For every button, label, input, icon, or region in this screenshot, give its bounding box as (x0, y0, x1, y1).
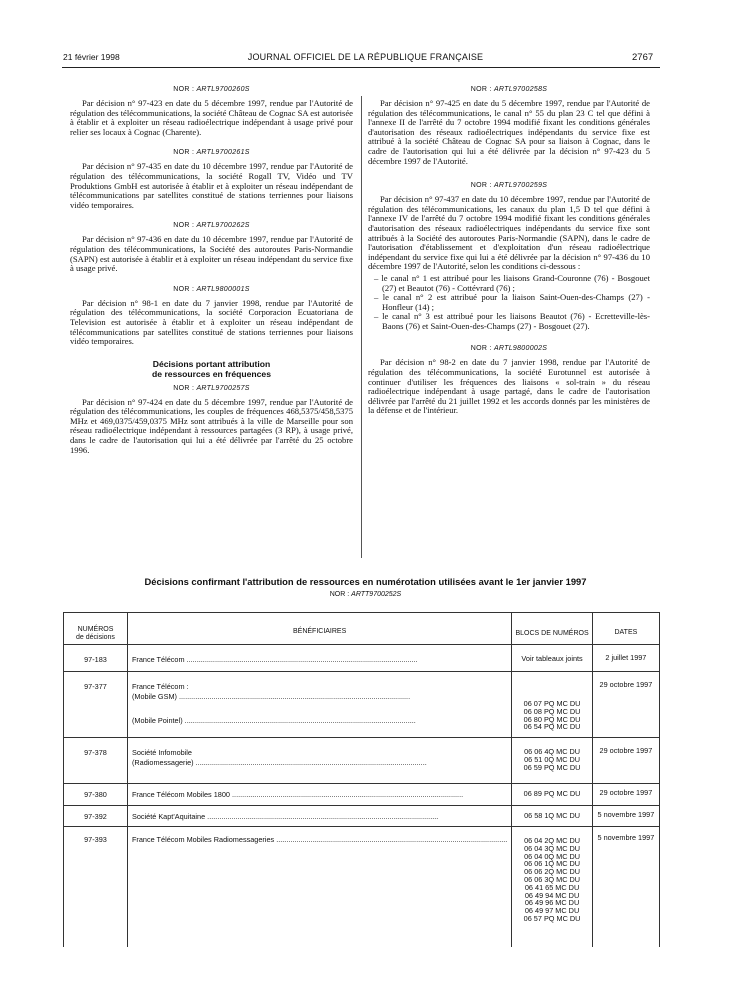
decision-paragraph: Par décision n° 98-2 en date du 7 janvier 1998, rendue par l'Autorité de régulation des télécommunications, la société Eurotunnel est autorisée à continuer d'utiliser les fréquences des liaisons « sol-train » du réseau radioélectrique indépendant à usage partagé, dans le cadre de l'autorisation délivrée par l'arrêté du 21 juillet 1992 et les accords donnés par les ministères de la défense et de l'intérieur. (368, 357, 650, 416)
decision-number: 97-377 (64, 672, 128, 738)
condition-item: – le canal n° 3 est attribué pour les liaisons Beautot (76) - Ecretteville-lès-Baons (76) et Saint-Ouen-des-Champs (27) - Bosgouet (27). (368, 312, 650, 331)
beneficiary: France Télécom ..... (132, 655, 507, 665)
beneficiary-sub: (Radiomessagerie) ..... (132, 758, 507, 768)
nor-reference: NOR : ARTL9800002S (470, 345, 548, 353)
section-title: Décisions portant attribution de ressources en fréquences (152, 358, 271, 379)
table-row (64, 645, 660, 672)
condition-item: – le canal n° 1 est attribué pour les liaisons Grand-Couronne (76) - Bosgouet (27) et Beautot (76) - Cottévrard (76) ; (368, 274, 650, 293)
decision-paragraph: Par décision n° 97-436 en date du 10 décembre 1997, rendue par l'Autorité de régulation des télécommunications, la Société des autoroutes Paris-Normandie (SAPN) est autorisée à établir et à exploiter un réseau indépendant du service fixe à usage privé. (70, 234, 353, 274)
decision-number: 97-380 (64, 784, 128, 806)
decision-paragraph: Par décision n° 97-424 en date du 5 décembre 1997, rendue par l'Autorité de régulation des télécommunications, les couples de fréquences 468,5375/458,5375 MHz et 469,0375/459,0375 MHz sont attribués à la ville de Marseille pour son réseau radioélectrique indépendant à ressources partagées (3 RP), à usage privé, dans le cadre de l'autorisation qui lui a été délivrée par l'arrêté du 25 octobre 1996. (70, 396, 353, 455)
number-blocks (512, 738, 592, 784)
number-block: 06 89 PQ MC DU (523, 789, 581, 798)
decision-date: 29 octobre 1997 (592, 784, 659, 806)
beneficiary-cell (127, 645, 511, 672)
decision-date: 29 octobre 1997 (592, 672, 659, 738)
decision-date: 2 juillet 1997 (592, 645, 659, 672)
number-block: 06 51 0Q MC DU (524, 754, 581, 764)
header-rule (62, 67, 660, 68)
conditions-list (368, 274, 650, 332)
number-block: 06 57 PQ MC DU (523, 913, 581, 923)
decision-number: 97-392 (64, 806, 128, 827)
number-block: 06 49 97 MC DU (524, 906, 580, 916)
number-blocks (512, 827, 592, 947)
nor-reference: NOR : ARTL9700262S (173, 222, 250, 230)
number-block: 06 49 96 MC DU (524, 898, 580, 908)
number-block: 06 06 3Q MC DU (524, 874, 581, 884)
number-blocks (512, 645, 592, 672)
decision-paragraph: Par décision n° 97-423 en date du 5 décembre 1997, rendue par l'Autorité de régulation des télécommunications, la société Château de Cognac SA est autorisée à établir et à exploiter un réseau radioélectrique indépendant à usage privé pour relier ses locaux à Cognac (Charente). (70, 98, 353, 137)
number-blocks (512, 806, 592, 827)
beneficiary-sub: (Mobile GSM) ..... (132, 692, 507, 702)
nor-reference: NOR : ARTL9700257S (173, 384, 250, 392)
beneficiary-cell (127, 784, 511, 806)
header-date: 21 février 1998 (63, 52, 120, 62)
number-block: 06 06 1Q MC DU (524, 859, 581, 869)
decision-paragraph: Par décision n° 98-1 en date du 7 janvier 1998, rendue par l'Autorité de régulation des télécommunications, la société Corporacion Ecuatoriana de Television est autorisée à établir et à exploiter un réseau indépendant de télécommunications par satellites constitué de stations terriennes pour liaisons vidéo temporaires. (70, 297, 353, 347)
nor-reference: NOR : ARTL9700258S (470, 86, 548, 93)
beneficiary-cell (127, 738, 511, 784)
number-blocks (512, 784, 592, 806)
nor-reference: NOR : ARTL9700261S (173, 149, 250, 157)
nor-reference: NOR : ARTL9700260S (173, 86, 250, 93)
decision-paragraph: Par décision n° 97-435 en date du 10 décembre 1997, rendue par l'Autorité de régulation des télécommunications, la société Rogall TV, Vidéo und TV Produktions GmbH est autorisée à établir et à exploiter un réseau indépendant de télécommunications par satellites constitué de stations terriennes pour liaisons vidéo temporaires. (70, 161, 353, 210)
number-block: 06 49 94 MC DU (524, 890, 580, 900)
beneficiary-cell (127, 806, 511, 827)
table-row (64, 806, 660, 827)
column-divider (361, 96, 362, 558)
number-block: 06 07 PQ MC DU (523, 699, 581, 708)
table-nor-reference: NOR : ARTT9700252S (329, 591, 402, 598)
number-blocks (512, 672, 592, 738)
number-block: 06 04 2Q MC DU (524, 836, 581, 845)
number-block: 06 80 PQ MC DU (523, 714, 581, 724)
nor-reference: NOR : ARTL9800001S (173, 285, 250, 293)
beneficiary-sub: (Mobile Pointel) ..... (132, 716, 507, 726)
decision-date: 29 octobre 1997 (592, 738, 659, 784)
number-block: 06 08 PQ MC DU (523, 706, 581, 716)
table-row (64, 784, 660, 806)
header-dates: DATES (592, 613, 659, 645)
decision-date: 5 novembre 1997 (592, 806, 659, 827)
beneficiary: Société Infomobile (131, 748, 192, 757)
journal-title: JOURNAL OFFICIEL DE LA RÉPUBLIQUE FRANÇAISE (247, 52, 484, 62)
number-block: 06 58 1Q MC DU (524, 811, 581, 820)
nor-reference: NOR : ARTL9700259S (470, 182, 548, 190)
decision-paragraph: Par décision n° 97-425 en date du 5 décembre 1997, rendue par l'Autorité de régulation des télécommunications, le canal n° 55 du plan 23 C tel que défini à l'annexe II de l'arrêté du 7 octobre 1994 modifié fixant les conditions générales d'autorisation des réseaux radioélectriques indépendants du service fixe est attribué à la société Château de Cognac SA pour sa liaison à Cognac, dans le cadre de l'autorisation qui lui a été délivrée par la décision n° 97-423 du 5 décembre 1997 de l'Autorité. (368, 98, 650, 166)
condition-item: – le canal n° 2 est attribué pour la liaison Saint-Ouen-des-Champs (27) - Honfleur (14) ; (368, 293, 650, 312)
number-block: Voir tableaux joints (521, 654, 583, 663)
beneficiary-cell (127, 672, 511, 738)
decisions-table (63, 612, 660, 947)
beneficiary: Société Kapt'Aquitaine ..... (132, 812, 507, 822)
page-number: 2767 (632, 52, 654, 63)
decision-paragraph: Par décision n° 97-437 en date du 10 décembre 1997, rendue par l'Autorité de régulation des télécommunications, les canaux du plan 1,5 D tel que défini à l'annexe IV de l'arrêté du 7 octobre 1994 modifié fixant les conditions générales d'autorisation des réseaux radioélectriques indépendants du service fixe sont attribués à la Société des autoroutes Paris-Normandie (SAPN), dans le cadre de l'autorisation d'établissement et d'exploitation d'un réseau radioélectrique indépendant du service fixe qui lui a été délivrée par la décision n° 97-436 du 10 décembre 1997 de l'Autorité, selon les conditions ci-dessous : (368, 194, 650, 272)
number-block: 06 04 0Q MC DU (524, 851, 581, 861)
table-row (64, 672, 660, 738)
table-row (64, 738, 660, 784)
header-blocs: BLOCS DE NUMÉROS (512, 613, 592, 645)
table-title: Décisions confirmant l'attribution de ressources en numérotation utilisées avant le 1er janvier 1997 (144, 576, 587, 587)
left-column (70, 80, 353, 467)
header-numeros: NUMÉROS de décisions (64, 613, 128, 645)
decision-number: 97-378 (64, 738, 128, 784)
decision-date: 5 novembre 1997 (592, 827, 659, 947)
number-block: 06 41 65 MC DU (524, 882, 580, 892)
number-block: 06 54 PQ MC DU (523, 722, 581, 732)
decision-number: 97-183 (64, 645, 128, 672)
beneficiary: France Télécom Mobiles Radiomessageries ..... (132, 835, 507, 845)
beneficiary-cell (127, 827, 511, 947)
header-beneficiaires: BÉNÉFICIAIRES (127, 613, 511, 645)
number-block: 06 04 3Q MC DU (524, 843, 581, 853)
number-block: 06 06 4Q MC DU (524, 747, 581, 756)
right-column (368, 80, 650, 428)
number-block: 06 06 2Q MC DU (524, 867, 581, 877)
decision-number: 97-393 (64, 827, 128, 947)
number-block: 06 59 PQ MC DU (523, 762, 581, 772)
beneficiary: France Télécom Mobiles 1800 ..... (132, 790, 507, 800)
table-row (64, 827, 660, 947)
beneficiary: France Télécom : (131, 682, 189, 691)
